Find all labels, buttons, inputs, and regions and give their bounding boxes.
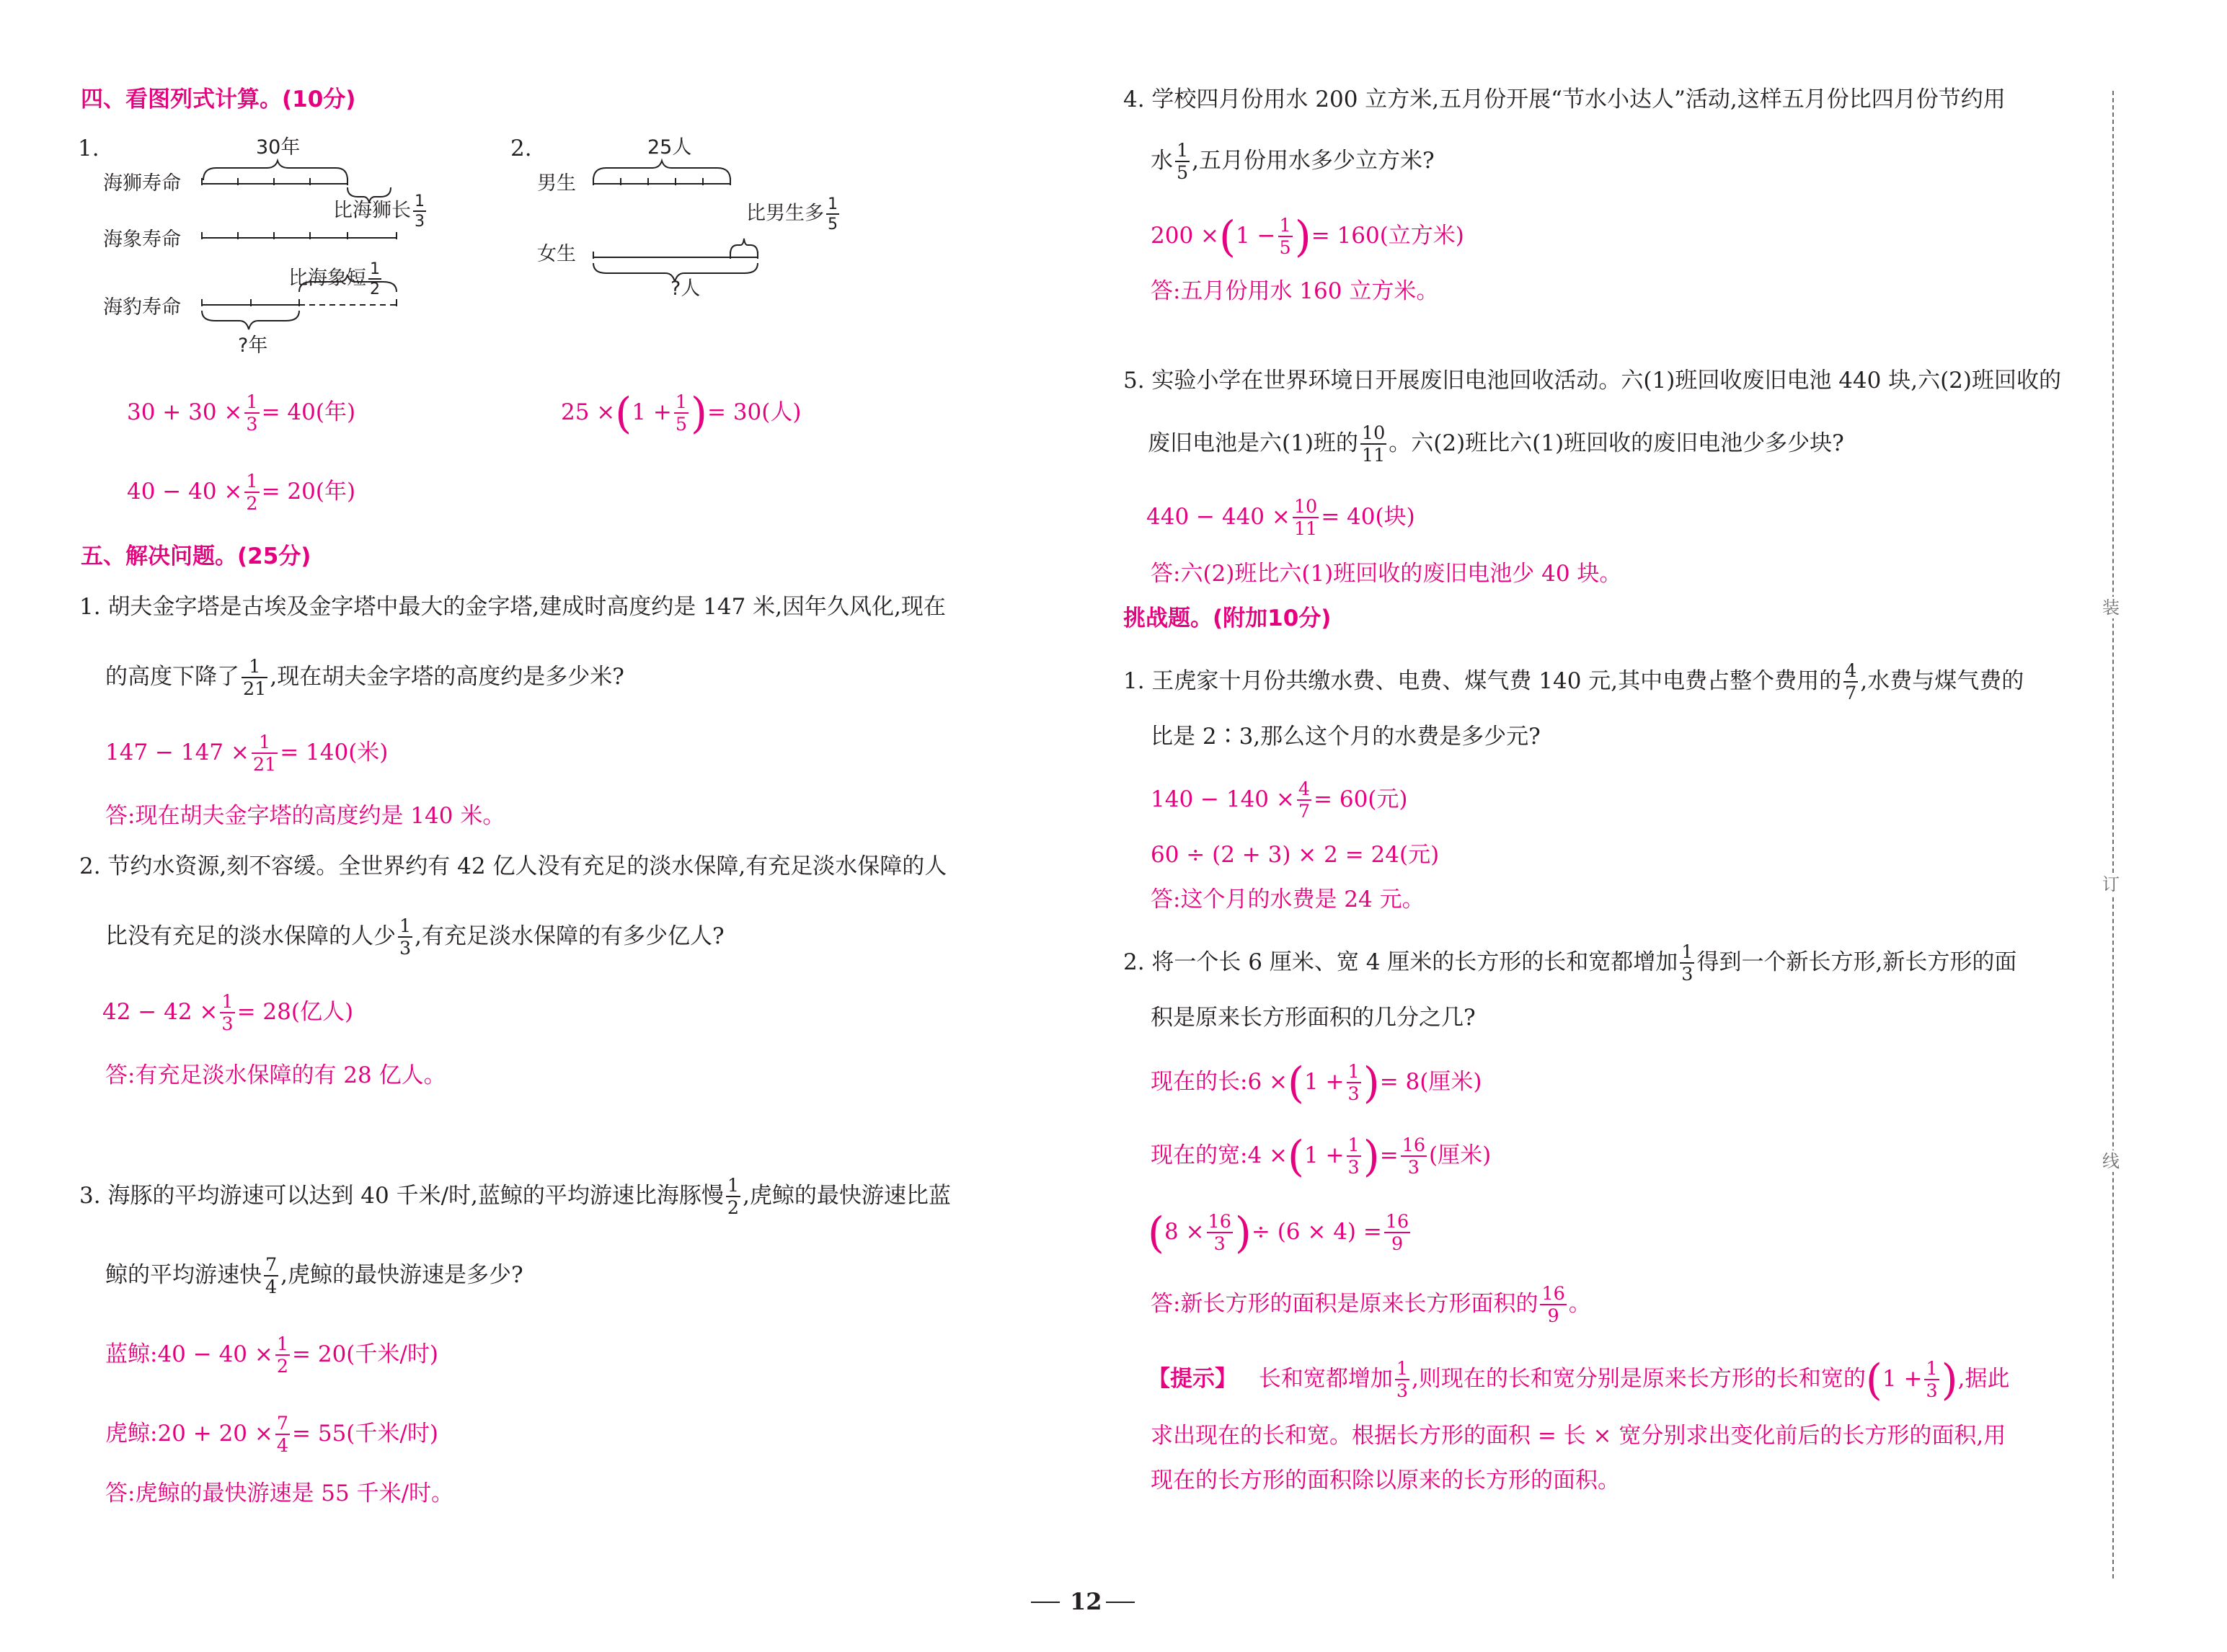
- diagram2-total-label: 25人: [647, 136, 692, 159]
- q5-answer: 答:六(2)班比六(1)班回收的废旧电池少 40 块。: [1151, 561, 1622, 587]
- q3-answer: 答:虎鲸的最快游速是 55 千米/时。: [105, 1480, 454, 1506]
- c2-line2: 积是原来长方形面积的几分之几?: [1151, 1005, 1476, 1031]
- c1-line2: 比是 2∶3,那么这个月的水费是多少元?: [1151, 724, 1541, 750]
- q5-line2: 废旧电池是六(1)班的 $\frac{10}{11}$ 。六(2)班比六(1)班回收的废旧电池少多少块?: [1148, 422, 1844, 466]
- c2-calc2: 现在的宽:4 ×(1 + $\frac{1}{3}$ )= $\frac{16}{3}$ (厘米): [1151, 1131, 1492, 1181]
- binding-mark-1: 装: [2102, 598, 2120, 618]
- q2-line2: 比没有充足的淡水保障的人少 $\frac{1}{3}$ ,有充足淡水保障的有多少亿人?: [105, 915, 725, 959]
- c1-calc2: 60 ÷ (2 + 3) × 2 = 24(元): [1151, 842, 1440, 868]
- diagram2-answer: 25 ×(1 + $\frac{1}{5}$ )= 30(人): [561, 388, 802, 438]
- tip-line3: 现在的长方形的面积除以原来的长方形的面积。: [1151, 1467, 1620, 1493]
- binding-dashed-line: [2112, 91, 2114, 1578]
- page-number-dash-left: [1031, 1602, 1060, 1603]
- q4-calc: 200 ×(1 − $\frac{1}{5}$ )= 160(立方米): [1151, 211, 1464, 262]
- q2-line1: 2. 节约水资源,刻不容缓。全世界约有 42 亿人没有充足的淡水保障,有充足淡水保障的人: [79, 853, 947, 879]
- diagram1-question-label: ?年: [238, 334, 268, 357]
- diagram1-answer1: 30 + 30 × $\frac{1}{3}$ = 40(年): [127, 391, 356, 435]
- page-number-dash-right: [1106, 1602, 1135, 1603]
- diagram1-row1-label: 海狮寿命: [103, 172, 181, 195]
- c1-answer: 答:这个月的水费是 24 元。: [1151, 887, 1425, 912]
- c1-line1: 1. 王虎家十月份共缴水费、电费、煤气费 140 元,其中电费占整个费用的 $\frac{4}{7}$ ,水费与煤气费的: [1123, 660, 2024, 704]
- q3-calc1: 蓝鲸:40 − 40 × $\frac{1}{2}$ = 20(千米/时): [105, 1333, 438, 1377]
- tip-label: 【提示】: [1148, 1365, 1237, 1392]
- page-number: 12: [1070, 1588, 1102, 1615]
- c2-calc1: 现在的长:6 ×(1 + $\frac{1}{3}$ )= 8(厘米): [1151, 1057, 1482, 1108]
- diagram1-segments: [195, 148, 411, 342]
- diagram2-row2-label: 女生: [537, 243, 576, 265]
- q5-calc: 440 − 440 × $\frac{10}{11}$ = 40(块): [1146, 495, 1415, 540]
- q5-line1: 5. 实验小学在世界环境日开展废旧电池回收活动。六(1)班回收废旧电池 440 块,六(2)班回收的: [1123, 368, 2061, 394]
- diagram1-total-label: 30年: [256, 136, 301, 159]
- q3-calc2: 虎鲸:20 + 20 × $\frac{7}{4}$ = 55(千米/时): [105, 1412, 438, 1457]
- diagram2-question-label: ?人: [670, 277, 701, 300]
- q1-line1: 1. 胡夫金字塔是古埃及金字塔中最大的金字塔,建成时高度约是 147 米,因年久风化,现在: [79, 594, 946, 620]
- q1-calc: 147 − 147 × $\frac{1}{21}$ = 140(米): [105, 731, 389, 776]
- diagram2-number: 2.: [510, 136, 532, 161]
- diagram2-segments: [588, 148, 789, 314]
- q2-calc: 42 − 42 × $\frac{1}{3}$ = 28(亿人): [102, 990, 354, 1035]
- diagram1-row2-label: 海象寿命: [103, 228, 181, 251]
- c2-calc3: (8 × $\frac{16}{3}$ )÷ (6 × 4) = $\frac{16}{9}$: [1148, 1207, 1409, 1258]
- q3-line1: 3. 海豚的平均游速可以达到 40 千米/时,蓝鲸的平均游速比海豚慢 $\frac{1}{2}$ ,虎鲸的最快游速比蓝: [79, 1174, 951, 1219]
- c1-calc1: 140 − 140 × $\frac{4}{7}$ = 60(元): [1151, 778, 1408, 822]
- diagram2-row1-label: 男生: [537, 172, 576, 195]
- section4-heading: 四、看图列式计算。(10分): [81, 86, 356, 112]
- binding-mark-2: 订: [2102, 874, 2120, 894]
- c2-answer: 答:新长方形的面积是原来长方形面积的 $\frac{16}{9}$ 。: [1151, 1282, 1591, 1327]
- challenge-heading: 挑战题。(附加10分): [1123, 605, 1332, 631]
- q2-answer: 答:有充足淡水保障的有 28 亿人。: [105, 1062, 446, 1088]
- q3-line2: 鲸的平均游速快 $\frac{7}{4}$ ,虎鲸的最快游速是多少?: [105, 1253, 523, 1298]
- section5-heading: 五、解决问题。(25分): [81, 543, 311, 569]
- diagram1-row3-label: 海豹寿命: [103, 296, 181, 319]
- q1-answer: 答:现在胡夫金字塔的高度约是 140 米。: [105, 803, 505, 829]
- binding-mark-3: 线: [2102, 1151, 2120, 1171]
- q1-line2: 的高度下降了 $\frac{1}{21}$ ,现在胡夫金字塔的高度约是多少米?: [105, 655, 624, 700]
- diagram2-compare: 比男生多 $\frac{1}{5}$: [746, 195, 838, 234]
- c2-line1: 2. 将一个长 6 厘米、宽 4 厘米的长方形的长和宽都增加 $\frac{1}{3}$ 得到一个新长方形,新长方形的面: [1123, 941, 2017, 985]
- tip-line1: 【提示】 长和宽都增加 $\frac{1}{3}$ ,则现在的长和宽分别是原来长方形的长和宽的(1 + $\frac{1}{3}$ ),据此: [1148, 1354, 2010, 1405]
- q4-line2: 水 $\frac{1}{5}$ ,五月份用水多少立方米?: [1151, 139, 1435, 184]
- diagram1-compare2: 比海象短 $\frac{1}{2}$: [288, 259, 381, 299]
- diagram1-answer2: 40 − 40 × $\frac{1}{2}$ = 20(年): [127, 470, 356, 515]
- q4-line1: 4. 学校四月份用水 200 立方米,五月份开展“节水小达人”活动,这样五月份比四月份节约用: [1123, 86, 2006, 112]
- q4-answer: 答:五月份用水 160 立方米。: [1151, 278, 1439, 304]
- diagram1-number: 1.: [78, 136, 99, 161]
- diagram1-compare1: 比海狮长 $\frac{1}{3}$: [333, 192, 425, 231]
- tip-line2: 求出现在的长和宽。根据长方形的面积 = 长 × 宽分别求出变化前后的长方形的面积,用: [1151, 1423, 2006, 1449]
